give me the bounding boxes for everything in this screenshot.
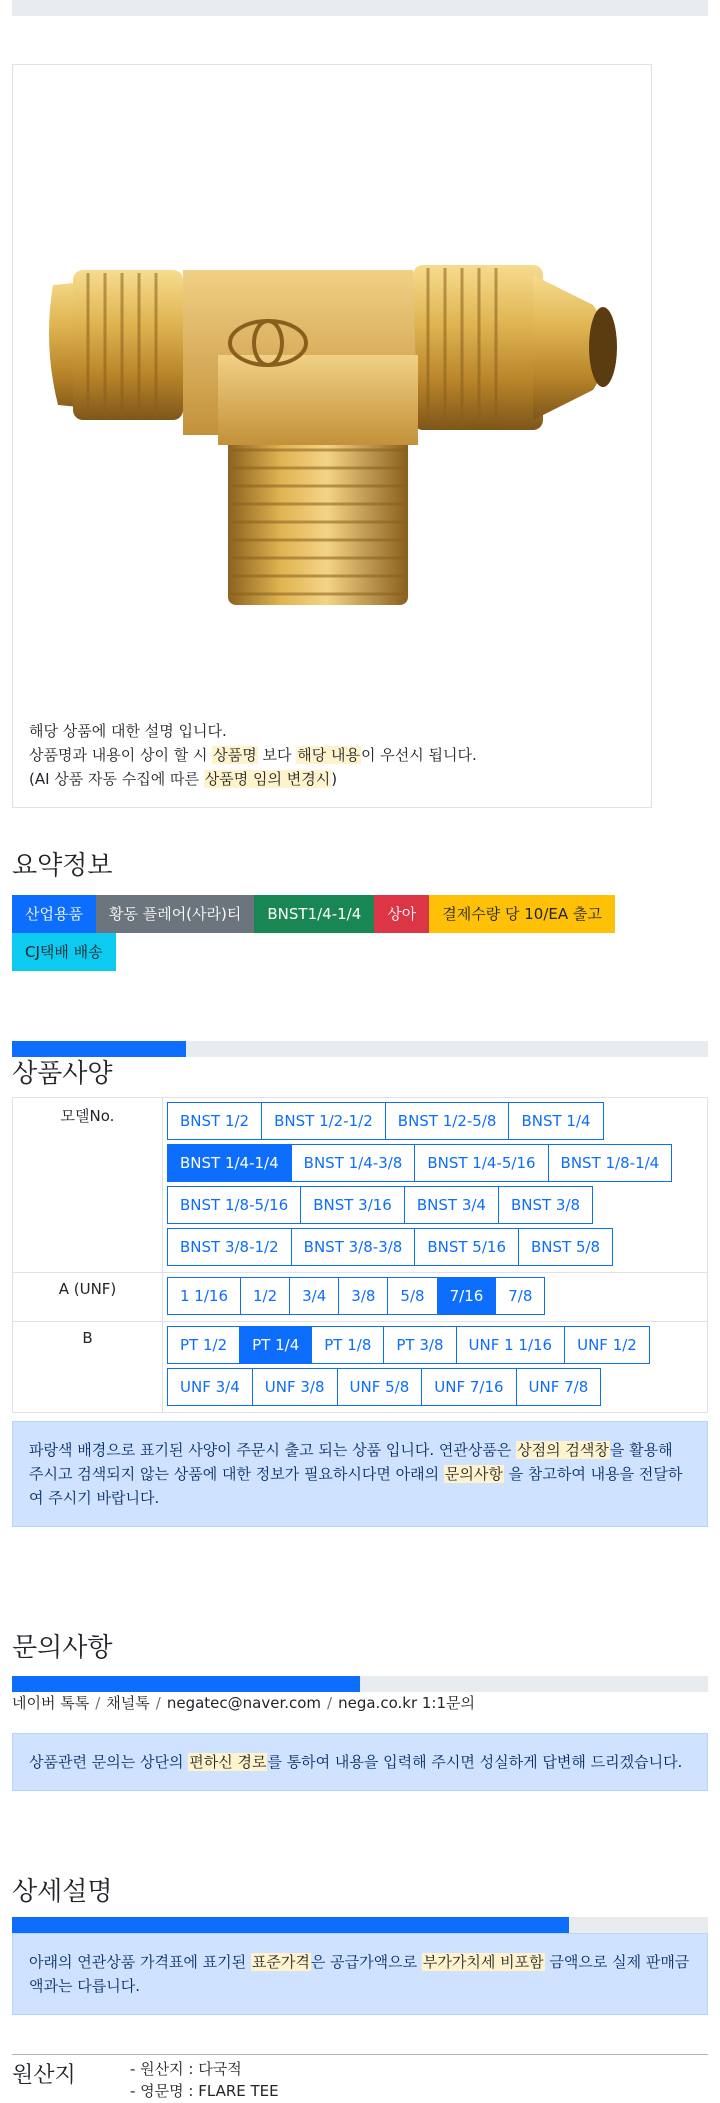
text-segment: 보다 xyxy=(257,746,297,764)
text-segment: 아래의 연관상품 가격표에 표기된 xyxy=(29,1953,251,1971)
contact-channel[interactable]: nega.co.kr 1:1문의 xyxy=(338,1694,475,1712)
text-segment: (AI 상품 자동 수집에 따른 xyxy=(29,770,204,788)
spec-option[interactable]: BNST 1/4-5/16 xyxy=(414,1144,548,1182)
highlight-text: 상점의 검색창 xyxy=(517,1441,609,1459)
detail-progress xyxy=(12,1917,708,1933)
origin-divider xyxy=(12,2054,708,2055)
spec-option[interactable]: UNF 7/8 xyxy=(516,1368,602,1406)
spec-progress-fill xyxy=(12,1041,186,1057)
text-segment: 해당 상품에 대한 설명 입니다. xyxy=(29,722,227,740)
summary-badge: 상아 xyxy=(374,895,429,933)
text-segment: 은 공급가액으로 xyxy=(310,1953,422,1971)
summary-title: 요약정보 xyxy=(12,851,113,881)
spec-option[interactable]: UNF 3/4 xyxy=(167,1368,253,1406)
origin-list xyxy=(130,2058,279,2102)
spec-options-cell xyxy=(163,1322,708,1413)
contact-channel[interactable]: 채널톡 xyxy=(106,1694,150,1712)
spec-option[interactable]: 1/2 xyxy=(240,1277,290,1315)
summary-badge: CJ택배 배송 xyxy=(12,933,116,971)
product-image xyxy=(33,175,633,675)
spec-option-group xyxy=(167,1277,703,1315)
spec-option[interactable]: UNF 1/2 xyxy=(564,1326,650,1364)
spec-option[interactable]: BNST 5/16 xyxy=(414,1228,519,1266)
origin-label: 원산지 xyxy=(12,2063,76,2088)
inquiry-title: 문의사항 xyxy=(12,1633,113,1663)
highlight-text: 편하신 경로 xyxy=(189,1753,267,1771)
contact-channel[interactable]: 네이버 톡톡 xyxy=(12,1694,90,1712)
origin-item: - 영문명 : FLARE TEE xyxy=(130,2082,279,2100)
spec-option-group xyxy=(167,1102,703,1266)
description-line xyxy=(29,767,477,791)
text-segment: 상품관련 문의는 상단의 xyxy=(29,1753,189,1771)
spec-option[interactable]: BNST 3/4 xyxy=(404,1186,499,1224)
spec-option-selected[interactable]: PT 1/4 xyxy=(239,1326,312,1364)
summary-badge: 황동 플레어(사라)티 xyxy=(96,895,254,933)
summary-badge: BNST1/4-1/4 xyxy=(254,895,374,933)
spec-progress xyxy=(12,1041,708,1057)
spec-notice xyxy=(12,1421,708,1527)
highlight-text: 상품명 임의 변경시 xyxy=(204,770,331,788)
summary-badges xyxy=(12,895,672,971)
spec-option[interactable]: UNF 7/16 xyxy=(421,1368,516,1406)
detail-title: 상세설명 xyxy=(12,1877,113,1907)
top-progress-bar xyxy=(12,0,708,16)
inquiry-progress-fill xyxy=(12,1676,360,1692)
text-segment: 을 참고하여 내용을 전달하여 주시기 바랍니다. xyxy=(29,1465,683,1507)
summary-badge: 산업용품 xyxy=(12,895,96,933)
spec-option[interactable]: BNST 1/2-1/2 xyxy=(261,1102,386,1140)
spec-option-selected[interactable]: BNST 1/4-1/4 xyxy=(167,1144,292,1182)
spec-option[interactable]: BNST 3/16 xyxy=(300,1186,405,1224)
spec-option[interactable]: BNST 5/8 xyxy=(518,1228,613,1266)
spec-option[interactable]: 1 1/16 xyxy=(167,1277,241,1315)
contact-channel[interactable]: negatec@naver.com xyxy=(166,1694,322,1712)
spec-table xyxy=(12,1097,708,1413)
detail-notice xyxy=(12,1933,708,2015)
spec-option[interactable]: BNST 1/4-3/8 xyxy=(291,1144,416,1182)
contact-channels xyxy=(12,1692,475,1713)
highlight-text: 표준가격 xyxy=(251,1953,310,1971)
highlight-text: 해당 내용 xyxy=(297,746,360,764)
text-segment: 이 우선시 됩니다. xyxy=(360,746,477,764)
inquiry-progress xyxy=(12,1676,708,1692)
spec-option[interactable]: 3/8 xyxy=(338,1277,388,1315)
summary-badge: 결제수량 당 10/EA 출고 xyxy=(429,895,615,933)
spec-option[interactable]: BNST 1/2 xyxy=(167,1102,262,1140)
highlight-text: 문의사항 xyxy=(444,1465,503,1483)
spec-option[interactable]: BNST 1/4 xyxy=(508,1102,603,1140)
spec-row-label: A (UNF) xyxy=(13,1273,163,1322)
breadcrumb-separator: / xyxy=(155,1694,161,1712)
spec-option[interactable]: PT 3/8 xyxy=(383,1326,456,1364)
highlight-text: 상품명 xyxy=(213,746,257,764)
spec-option[interactable]: BNST 1/8-5/16 xyxy=(167,1186,301,1224)
spec-option[interactable]: BNST 3/8-3/8 xyxy=(291,1228,416,1266)
product-card xyxy=(12,64,652,808)
description-line xyxy=(29,743,477,767)
spec-option[interactable]: UNF 1 1/16 xyxy=(456,1326,566,1364)
spec-option[interactable]: BNST 1/8-1/4 xyxy=(548,1144,673,1182)
inquiry-notice xyxy=(12,1733,708,1791)
spec-option[interactable]: 7/8 xyxy=(495,1277,545,1315)
spec-option[interactable]: UNF 5/8 xyxy=(337,1368,423,1406)
spec-row-label: 모델No. xyxy=(13,1098,163,1273)
spec-row xyxy=(13,1098,708,1273)
spec-option[interactable]: BNST 3/8-1/2 xyxy=(167,1228,292,1266)
spec-row xyxy=(13,1322,708,1413)
product-description xyxy=(29,719,477,791)
spec-option[interactable]: 3/4 xyxy=(289,1277,339,1315)
spec-option-selected[interactable]: 7/16 xyxy=(437,1277,497,1315)
text-segment: 상품명과 내용이 상이 할 시 xyxy=(29,746,213,764)
spec-option-group xyxy=(167,1326,703,1406)
spec-option[interactable]: UNF 3/8 xyxy=(252,1368,338,1406)
text-segment: ) xyxy=(331,770,338,788)
breadcrumb-separator: / xyxy=(95,1694,101,1712)
spec-row-label: B xyxy=(13,1322,163,1413)
text-segment: 파랑색 배경으로 표기된 사양이 주문시 출고 되는 상품 입니다. 연관상품은 xyxy=(29,1441,517,1459)
text-segment: 금액으로 실제 판매금액과는 다릅니다. xyxy=(29,1953,690,1995)
text-segment: 을 활용해 주시고 검색되지 않는 상품에 대한 정보가 필요하시다면 아래의 xyxy=(29,1441,673,1483)
description-line xyxy=(29,719,477,743)
spec-options-cell xyxy=(163,1273,708,1322)
highlight-text: 부가가치세 비포함 xyxy=(422,1953,544,1971)
spec-option[interactable]: PT 1/8 xyxy=(311,1326,384,1364)
spec-option[interactable]: 5/8 xyxy=(387,1277,437,1315)
spec-options-cell xyxy=(163,1098,708,1273)
spec-option[interactable]: BNST 1/2-5/8 xyxy=(385,1102,510,1140)
spec-option[interactable]: PT 1/2 xyxy=(167,1326,240,1364)
spec-title: 상품사양 xyxy=(12,1059,113,1089)
spec-row xyxy=(13,1273,708,1322)
origin-item: - 원산지 : 다국적 xyxy=(130,2060,242,2078)
breadcrumb-separator: / xyxy=(327,1694,333,1712)
text-segment: 를 통하여 내용을 입력해 주시면 성실하게 답변해 드리겠습니다. xyxy=(267,1753,683,1771)
spec-option[interactable]: BNST 3/8 xyxy=(498,1186,593,1224)
detail-progress-fill xyxy=(12,1917,569,1933)
